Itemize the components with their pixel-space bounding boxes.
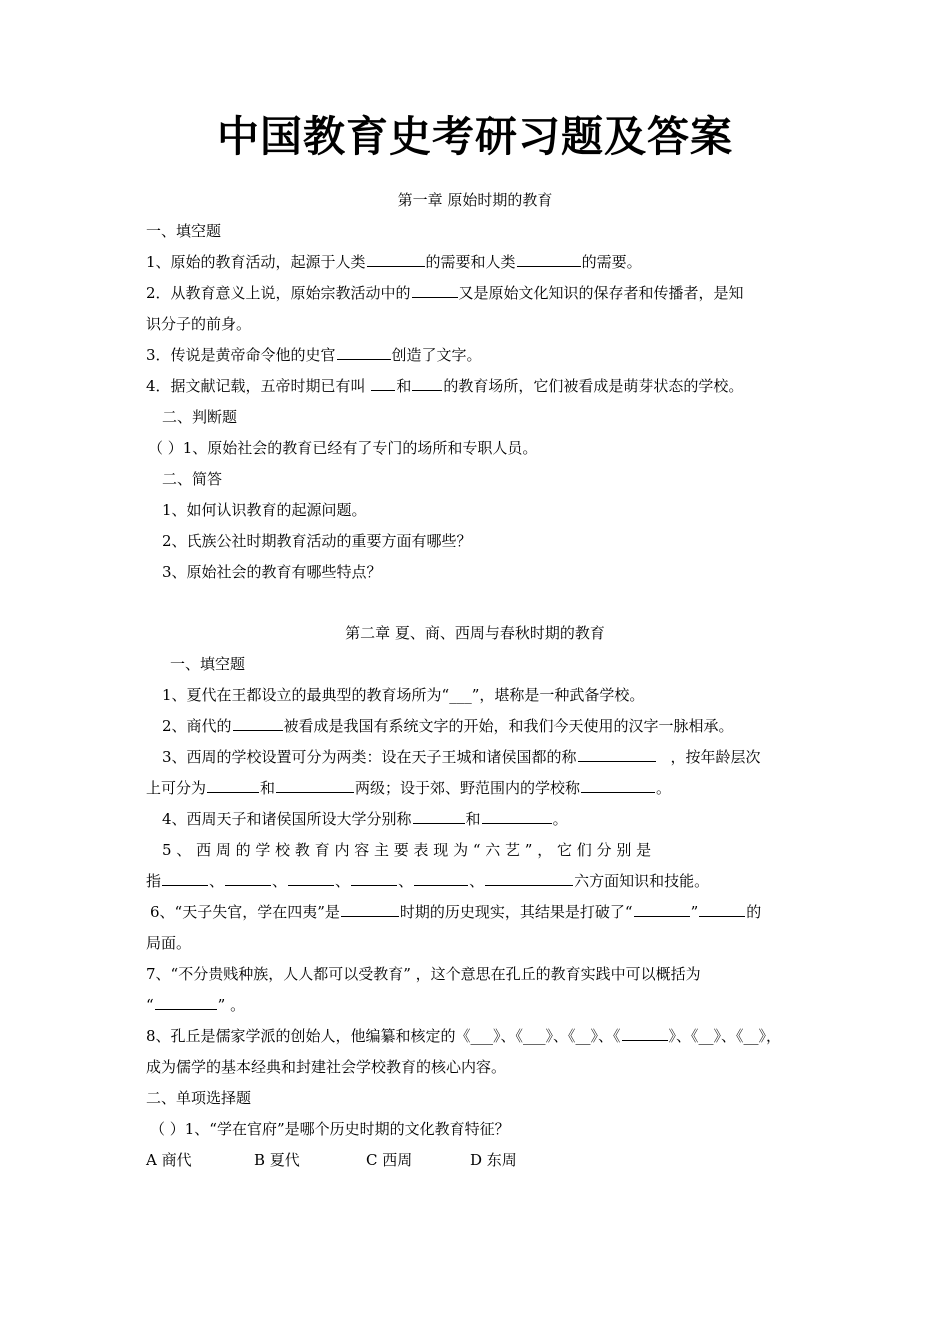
blank-line: [337, 345, 391, 360]
ch2-question-8: 8、孔丘是儒家学派的创始人，他编纂和核定的《___》、《___》、《__》、《 》、《__》、《__》，: [146, 1027, 782, 1045]
ch2-choice-options: [146, 1150, 517, 1170]
ch2-question-3: 3、西周的学校设置可分为两类：设在天子王城和诸侯国都的称 ，按年龄层次: [162, 748, 761, 766]
chapter-1-heading: 第一章 原始时期的教育: [397, 191, 553, 209]
blank-line: [699, 902, 745, 917]
blank-line: [207, 778, 259, 793]
ch2-question-4: 4、西周天子和诸侯国所设大学分别称 和 。: [162, 810, 568, 828]
blank-line: [351, 871, 397, 886]
blank-line: [155, 995, 217, 1010]
blank-line: [412, 376, 442, 391]
blank-line: [225, 871, 271, 886]
blank-line: [233, 716, 283, 731]
blank-line: [578, 747, 656, 762]
blank-line: [276, 778, 354, 793]
blank-line: [341, 902, 399, 917]
blank-line: [622, 1026, 668, 1041]
option-b: B 夏代: [254, 1151, 300, 1169]
blank-line: [482, 809, 552, 824]
ch1-question-2: 2．从教育意义上说，原始宗教活动中的 又是原始文化知识的保存者和传播者，是知: [146, 284, 744, 302]
ch2-question-7: 7、“不分贵贱种族，人人都可以受教育” ，这个意思在孔丘的教育实践中可以概括为: [146, 965, 701, 983]
option-d: D 东周: [470, 1151, 517, 1169]
blank-line: [581, 778, 655, 793]
ch2-choice-question-1: （ ）1、“学在官府”是哪个历史时期的文化教育特征？: [150, 1120, 510, 1138]
blank-line: [634, 902, 690, 917]
ch1-question-4: 4．据文献记载，五帝时期已有叫 和 的教育场所，它们被看成是萌芽状态的学校。: [146, 377, 744, 395]
blank-line: [371, 376, 395, 391]
ch2-question-1: 1、夏代在王都设立的最典型的教育场所为“___”，堪称是一种武备学校。: [162, 686, 645, 704]
ch1-section-true-false: 二、判断题: [162, 408, 238, 426]
ch2-question-8-cont: 成为儒学的基本经典和封建社会学校教育的核心内容。: [146, 1058, 507, 1076]
document-title: 中国教育史考研习题及答案: [216, 112, 733, 161]
ch2-section-fill-blank: 一、填空题: [170, 655, 246, 673]
ch1-judgement-1: （ ）1、原始社会的教育已经有了专门的场所和专职人员。: [148, 439, 538, 457]
ch2-section-multiple-choice: 二、单项选择题: [146, 1089, 252, 1107]
ch1-short-answer-3: 3、原始社会的教育有哪些特点？: [162, 563, 382, 581]
ch2-question-5: 5 、 西 周 的 学 校 教 育 内 容 主 要 表 现 为 “ 六 艺 ” ， 它 们 分 别 是: [162, 841, 652, 859]
ch2-question-6-cont: 局面。: [146, 934, 192, 952]
blank-line: [412, 283, 458, 298]
chapter-2-heading: 第二章 夏、商、西周与春秋时期的教育: [345, 624, 605, 642]
ch1-section-fill-blank: 一、填空题: [146, 222, 222, 240]
ch2-question-2: 2、商代的 被看成是我国有系统文字的开始，和我们今天使用的汉字一脉相承。: [162, 717, 734, 735]
ch2-question-7-cont: “ ” 。: [146, 996, 246, 1014]
ch1-short-answer-1: 1、如何认识教育的起源问题。: [162, 501, 367, 519]
ch1-question-2-cont: 识分子的前身。: [146, 315, 252, 333]
option-a: A 商代: [146, 1151, 192, 1169]
blank-line: [413, 809, 465, 824]
ch1-section-short-answer: 二、简答: [162, 470, 223, 488]
ch2-question-3-cont: 上可分为 和 两级；设于郊、野范围内的学校称 。: [146, 779, 672, 797]
blank-line: [517, 252, 581, 267]
blank-line: [414, 871, 468, 886]
ch1-question-1: 1、原始的教育活动，起源于人类 的需要和人类 的需要。: [146, 253, 642, 271]
blank-line: [485, 871, 573, 886]
option-c: C 西周: [366, 1151, 413, 1169]
blank-line: [288, 871, 334, 886]
blank-line: [367, 252, 425, 267]
ch1-short-answer-2: 2、氏族公社时期教育活动的重要方面有哪些？: [162, 532, 472, 550]
ch1-question-3: 3．传说是黄帝命令他的史官 创造了文字。: [146, 346, 482, 364]
blank-line: [162, 871, 208, 886]
ch2-question-5-cont: 指 、 、 、 、 、 六方面知识和技能。: [146, 872, 710, 890]
ch2-question-6: 6、“天子失官，学在四夷”是 时期的历史现实，其结果是打破了“ ” 的: [150, 903, 762, 921]
